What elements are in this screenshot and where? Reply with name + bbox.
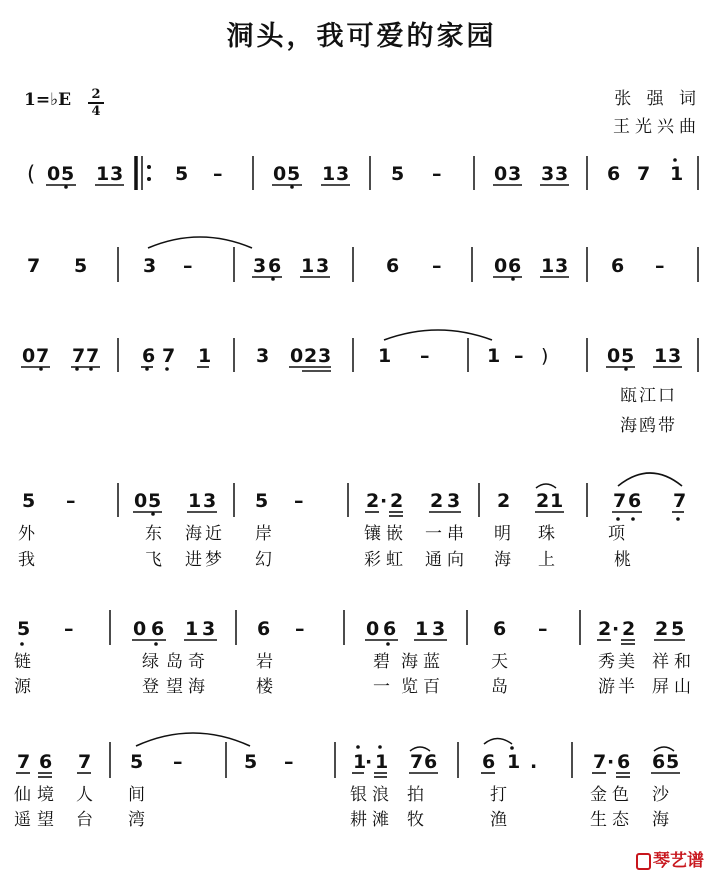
- svg-text:–: –: [514, 345, 524, 367]
- score-line-6: [16, 733, 680, 778]
- lyric-char: 山: [674, 677, 691, 697]
- lyric-char: 蓝: [423, 652, 440, 672]
- svg-text:1: 1: [353, 751, 367, 773]
- svg-text:6: 6: [607, 163, 621, 185]
- svg-text:7: 7: [162, 345, 176, 367]
- svg-text:5: 5: [666, 751, 680, 773]
- lyric-char: 半: [618, 677, 635, 697]
- lyric-char: 银: [350, 785, 367, 805]
- time-signature: 2 4: [88, 88, 104, 118]
- lyric-char: 百: [423, 677, 440, 697]
- lyric-char: 一: [425, 524, 442, 544]
- svg-text:·: ·: [612, 618, 620, 640]
- svg-text:6: 6: [151, 618, 165, 640]
- svg-text:1: 1: [550, 490, 564, 512]
- lyric-char: 镶: [364, 524, 381, 544]
- svg-text:6: 6: [386, 255, 400, 277]
- svg-text:3: 3: [541, 163, 555, 185]
- lyric-char: 渔: [490, 810, 507, 830]
- svg-text:.: .: [530, 751, 538, 773]
- score-line-1: [27, 156, 698, 190]
- svg-text:1: 1: [507, 751, 521, 773]
- svg-text:–: –: [432, 255, 442, 277]
- svg-text:–: –: [66, 490, 76, 512]
- svg-text:7: 7: [72, 345, 86, 367]
- svg-text:1: 1: [415, 618, 429, 640]
- intro-lyric-verse-2: 海鸥带: [620, 416, 677, 436]
- svg-text:–: –: [432, 163, 442, 185]
- svg-text:(: (: [27, 162, 36, 186]
- lyric-char: 色: [612, 785, 629, 805]
- lyric-char: 秀: [598, 652, 615, 672]
- svg-text:3: 3: [316, 255, 330, 277]
- svg-text:6: 6: [482, 751, 496, 773]
- svg-text:3: 3: [143, 255, 157, 277]
- svg-text:0: 0: [607, 345, 621, 367]
- svg-text:7: 7: [410, 751, 424, 773]
- svg-text:7: 7: [36, 345, 50, 367]
- lyric-char: 浪: [372, 785, 389, 805]
- lyric-char: 岛: [166, 652, 183, 672]
- key-signature: 1=♭E: [24, 90, 72, 110]
- song-title: 洞头，我可爱的家园: [226, 21, 497, 52]
- svg-text:2: 2: [622, 618, 636, 640]
- lyric-char: 虹: [386, 550, 403, 570]
- svg-text:6: 6: [383, 618, 397, 640]
- lyric-char: 遥: [14, 810, 31, 830]
- lyric-char: 滩: [372, 810, 389, 830]
- lyric-char: 海: [652, 810, 669, 830]
- svg-text:–: –: [183, 255, 193, 277]
- lyric-char: 彩: [364, 550, 381, 570]
- lyric-char: 飞: [145, 550, 162, 570]
- svg-text:1: 1: [487, 345, 501, 367]
- svg-text:3: 3: [203, 490, 217, 512]
- lyric-char: 金: [590, 785, 607, 805]
- svg-text:·: ·: [365, 751, 373, 773]
- svg-text:1: 1: [301, 255, 315, 277]
- svg-text:2: 2: [655, 618, 669, 640]
- svg-text:6: 6: [628, 490, 642, 512]
- lyric-char: 东: [145, 524, 162, 544]
- lyric-char: 嵌: [386, 524, 403, 544]
- svg-text:6: 6: [257, 618, 271, 640]
- lyric-char: 打: [490, 785, 507, 805]
- score-line-4: [22, 473, 686, 521]
- lyric-char: 耕: [350, 810, 367, 830]
- lyric-char: 进: [185, 550, 202, 570]
- svg-text:·: ·: [380, 490, 388, 512]
- svg-text:6: 6: [39, 751, 53, 773]
- lyric-char: 拍: [407, 785, 424, 805]
- lyric-char: 境: [37, 785, 54, 805]
- lyric-char: 海: [401, 652, 418, 672]
- svg-text:–: –: [64, 618, 74, 640]
- svg-text:6: 6: [142, 345, 156, 367]
- svg-text:0: 0: [273, 163, 287, 185]
- svg-text:3: 3: [555, 163, 569, 185]
- intro-lyric-verse-1: 瓯江口: [620, 386, 677, 406]
- lyric-char: 海: [188, 677, 205, 697]
- lyricist-credit: 张 强 词: [614, 89, 701, 109]
- svg-text:1: 1: [670, 163, 684, 185]
- svg-text:1: 1: [378, 345, 392, 367]
- svg-text:1: 1: [654, 345, 668, 367]
- svg-text:7: 7: [86, 345, 100, 367]
- svg-text:6: 6: [652, 751, 666, 773]
- svg-text:–: –: [294, 490, 304, 512]
- score-line-3: [21, 330, 698, 372]
- svg-text:5: 5: [17, 618, 31, 640]
- score-line-5: [17, 610, 685, 646]
- svg-text:3: 3: [508, 163, 522, 185]
- lyric-char: 珠: [538, 524, 555, 544]
- lyric-char: 绿: [142, 652, 159, 672]
- svg-text:1: 1: [198, 345, 212, 367]
- lyric-char: 近: [205, 524, 222, 544]
- lyric-char: 览: [401, 677, 418, 697]
- lyric-char: 牧: [407, 810, 424, 830]
- svg-text:3: 3: [555, 255, 569, 277]
- svg-text:–: –: [655, 255, 665, 277]
- svg-text:0: 0: [366, 618, 380, 640]
- lyric-char: 梦: [205, 550, 222, 570]
- svg-text:3: 3: [668, 345, 682, 367]
- svg-text:5: 5: [255, 490, 269, 512]
- lyric-char: 湾: [128, 810, 145, 830]
- lyric-char: 向: [447, 550, 464, 570]
- svg-text:6: 6: [611, 255, 625, 277]
- svg-text:0: 0: [290, 345, 304, 367]
- svg-text:5: 5: [671, 618, 685, 640]
- lyric-char: 岩: [256, 652, 273, 672]
- lyric-char: 屏: [652, 677, 669, 697]
- logo-icon: [636, 853, 651, 870]
- lyric-char: 一: [373, 677, 390, 697]
- svg-text:3: 3: [110, 163, 124, 185]
- svg-text:3: 3: [256, 345, 270, 367]
- svg-text:): ): [541, 345, 549, 367]
- svg-text:6: 6: [508, 255, 522, 277]
- lyric-char: 天: [491, 652, 508, 672]
- lyric-char: 我: [18, 550, 35, 570]
- composer-credit: 王光兴曲: [613, 117, 701, 137]
- lyric-char: 外: [18, 524, 35, 544]
- svg-text:6: 6: [424, 751, 438, 773]
- svg-text:5: 5: [287, 163, 301, 185]
- svg-text:7: 7: [613, 490, 627, 512]
- svg-text:0: 0: [133, 618, 147, 640]
- svg-text:1: 1: [96, 163, 110, 185]
- svg-text:1: 1: [375, 751, 389, 773]
- lyric-char: 态: [612, 810, 629, 830]
- svg-text:5: 5: [621, 345, 635, 367]
- svg-text:2: 2: [497, 490, 511, 512]
- lyric-char: 和: [674, 652, 691, 672]
- svg-text:0: 0: [22, 345, 36, 367]
- lyric-char: 登: [142, 677, 159, 697]
- lyric-char: 上: [538, 550, 555, 570]
- svg-text:7: 7: [27, 255, 41, 277]
- svg-text:3: 3: [318, 345, 332, 367]
- lyric-char: 岸: [255, 524, 272, 544]
- watermark-logo: 琴艺谱: [636, 846, 704, 871]
- lyric-char: 望: [166, 677, 183, 697]
- lyric-char: 奇: [188, 652, 205, 672]
- svg-text:0: 0: [134, 490, 148, 512]
- svg-text:·: ·: [607, 751, 615, 773]
- lyric-char: 望: [37, 810, 54, 830]
- lyric-char: 海: [494, 550, 511, 570]
- svg-text:7: 7: [593, 751, 607, 773]
- lyric-char: 祥: [652, 652, 669, 672]
- svg-text:5: 5: [61, 163, 75, 185]
- lyric-char: 楼: [256, 677, 273, 697]
- svg-text:1: 1: [185, 618, 199, 640]
- svg-text:7: 7: [17, 751, 31, 773]
- svg-text:–: –: [295, 618, 305, 640]
- lyric-char: 明: [494, 524, 511, 544]
- lyric-char: 链: [14, 652, 31, 672]
- svg-text:0: 0: [47, 163, 61, 185]
- svg-text:7: 7: [78, 751, 92, 773]
- svg-text:3: 3: [432, 618, 446, 640]
- lyric-char: 桃: [614, 550, 631, 570]
- lyric-char: 生: [590, 810, 607, 830]
- lyric-char: 间: [128, 785, 145, 805]
- svg-text:3: 3: [253, 255, 267, 277]
- lyric-char: 幻: [255, 550, 272, 570]
- svg-text:5: 5: [391, 163, 405, 185]
- svg-text:2: 2: [366, 490, 380, 512]
- svg-text:2: 2: [598, 618, 612, 640]
- lyric-char: 通: [425, 550, 442, 570]
- svg-text:0: 0: [494, 255, 508, 277]
- lyric-char: 仙: [14, 785, 31, 805]
- svg-text:5: 5: [244, 751, 258, 773]
- lyric-char: 美: [618, 652, 635, 672]
- svg-text:1: 1: [541, 255, 555, 277]
- lyric-char: 沙: [652, 785, 669, 805]
- svg-text:–: –: [213, 163, 223, 185]
- svg-text:–: –: [420, 345, 430, 367]
- svg-text:5: 5: [175, 163, 189, 185]
- svg-text:3: 3: [447, 490, 461, 512]
- svg-text:2: 2: [304, 345, 318, 367]
- svg-text:6: 6: [268, 255, 282, 277]
- svg-text:5: 5: [74, 255, 88, 277]
- svg-text:0: 0: [494, 163, 508, 185]
- svg-text:7: 7: [637, 163, 651, 185]
- lyric-char: 台: [76, 810, 93, 830]
- svg-text:–: –: [173, 751, 183, 773]
- svg-text:1: 1: [322, 163, 336, 185]
- lyric-char: 串: [447, 524, 464, 544]
- lyric-char: 碧: [373, 652, 390, 672]
- svg-text:–: –: [538, 618, 548, 640]
- svg-text:5: 5: [22, 490, 36, 512]
- svg-text:–: –: [284, 751, 294, 773]
- svg-text:6: 6: [617, 751, 631, 773]
- lyric-char: 游: [598, 677, 615, 697]
- svg-text:5: 5: [130, 751, 144, 773]
- svg-text:6: 6: [493, 618, 507, 640]
- svg-text:3: 3: [202, 618, 216, 640]
- lyric-char: 源: [14, 677, 31, 697]
- svg-text:5: 5: [148, 490, 162, 512]
- svg-text:2: 2: [390, 490, 404, 512]
- svg-text:3: 3: [336, 163, 350, 185]
- svg-text:2: 2: [430, 490, 444, 512]
- score-line-2: [27, 237, 698, 282]
- lyric-char: 项: [608, 524, 625, 544]
- svg-text:2: 2: [536, 490, 550, 512]
- svg-text:7: 7: [673, 490, 687, 512]
- lyric-char: 海: [185, 524, 202, 544]
- lyric-char: 人: [76, 785, 93, 805]
- lyric-char: 岛: [491, 677, 508, 697]
- svg-text:1: 1: [188, 490, 202, 512]
